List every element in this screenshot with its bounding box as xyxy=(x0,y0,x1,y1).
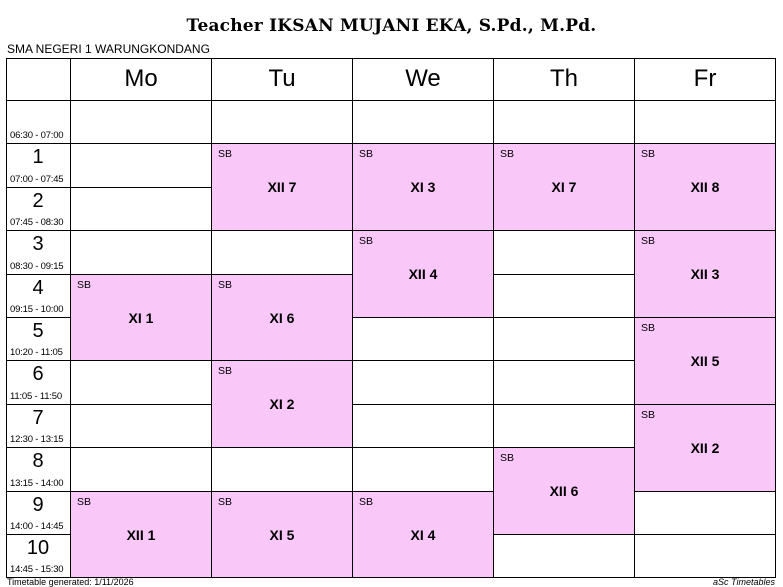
empty-slot xyxy=(494,535,635,578)
empty-slot xyxy=(71,101,212,144)
period-number: 5 xyxy=(32,320,44,342)
lesson-class: XI 4 xyxy=(410,526,436,543)
empty-slot xyxy=(635,492,776,535)
lesson-card xyxy=(353,144,494,231)
lesson-card xyxy=(635,144,776,231)
lesson-subject: SB xyxy=(218,148,233,160)
period-cell xyxy=(6,361,71,405)
empty-slot xyxy=(71,448,212,492)
lesson-class: XII 4 xyxy=(408,266,438,282)
lesson-subject: SB xyxy=(218,365,233,377)
period-cell xyxy=(6,492,71,535)
lesson-subject: SB xyxy=(641,235,656,247)
empty-slot xyxy=(353,318,494,361)
period-number: 6 xyxy=(32,363,44,385)
day-header: We xyxy=(353,58,494,101)
period-time: 11:05 - 11:50 xyxy=(10,391,62,402)
period-cell xyxy=(6,101,71,144)
period-number: 4 xyxy=(32,277,44,299)
day-header: Mo xyxy=(71,58,212,101)
empty-slot xyxy=(353,405,494,448)
period-time: 08:30 - 09:15 xyxy=(10,261,64,272)
empty-slot xyxy=(494,275,635,318)
lesson-card xyxy=(212,275,353,361)
empty-slot xyxy=(71,231,212,275)
lesson-subject: SB xyxy=(359,148,374,160)
lesson-class: XI 2 xyxy=(269,396,295,412)
period-number: 8 xyxy=(32,450,44,472)
empty-slot xyxy=(212,101,353,144)
software-credit: aSc Timetables xyxy=(713,577,775,587)
period-cell xyxy=(6,231,71,275)
page-title: Teacher IKSAN MUJANI EKA, S.Pd., M.Pd. xyxy=(186,16,597,36)
period-number: 10 xyxy=(26,537,50,559)
lesson-class: XII 1 xyxy=(126,526,156,543)
day-header: Fr xyxy=(635,58,776,101)
period-time: 14:00 - 14:45 xyxy=(10,521,64,532)
lesson-class: XII 5 xyxy=(690,353,720,369)
empty-slot xyxy=(353,101,494,144)
period-cell xyxy=(6,275,71,318)
period-time: 06:30 - 07:00 xyxy=(10,130,64,141)
lesson-card xyxy=(212,492,353,578)
lesson-card xyxy=(494,144,635,231)
lesson-class: XI 5 xyxy=(269,526,295,543)
lesson-subject: SB xyxy=(77,279,92,291)
lesson-class: XII 3 xyxy=(690,266,720,282)
lesson-subject: SB xyxy=(641,148,656,160)
lesson-class: XI 7 xyxy=(551,179,577,195)
lesson-class: XI 6 xyxy=(269,309,295,326)
period-cell xyxy=(6,535,71,578)
lesson-card xyxy=(635,405,776,492)
lesson-subject: SB xyxy=(359,496,374,508)
lesson-class: XII 7 xyxy=(267,179,297,195)
period-cell xyxy=(6,144,71,188)
period-time: 14:45 - 15:30 xyxy=(10,564,64,575)
empty-slot xyxy=(635,101,776,144)
lesson-class: XII 6 xyxy=(549,483,579,499)
lesson-card xyxy=(635,231,776,318)
lesson-card xyxy=(494,448,635,535)
lesson-card xyxy=(353,231,494,318)
period-number: 3 xyxy=(32,233,44,255)
empty-slot xyxy=(494,231,635,275)
lesson-subject: SB xyxy=(218,496,233,508)
lesson-subject: SB xyxy=(641,322,656,334)
period-cell xyxy=(6,405,71,448)
lesson-subject: SB xyxy=(218,279,233,291)
timetable-grid xyxy=(6,58,776,578)
empty-slot xyxy=(494,361,635,405)
empty-slot xyxy=(71,144,212,188)
period-cell xyxy=(6,448,71,492)
empty-slot xyxy=(212,448,353,492)
empty-slot xyxy=(71,361,212,405)
empty-slot xyxy=(635,535,776,578)
period-number: 2 xyxy=(32,190,44,212)
lesson-subject: SB xyxy=(500,148,515,160)
lesson-subject: SB xyxy=(641,409,656,421)
lesson-class: XII 2 xyxy=(690,440,720,456)
empty-slot xyxy=(494,405,635,448)
day-header: Tu xyxy=(212,58,353,101)
empty-slot xyxy=(353,361,494,405)
lesson-card xyxy=(212,144,353,231)
empty-slot xyxy=(353,448,494,492)
empty-slot xyxy=(494,101,635,144)
period-time: 07:45 - 08:30 xyxy=(10,217,64,228)
period-number: 9 xyxy=(32,494,44,516)
empty-slot xyxy=(71,188,212,231)
period-time: 12:30 - 13:15 xyxy=(10,434,64,445)
lesson-subject: SB xyxy=(77,496,92,508)
day-header: Th xyxy=(494,58,635,101)
lesson-subject: SB xyxy=(500,452,515,464)
period-number: 1 xyxy=(32,146,44,168)
lesson-class: XI 1 xyxy=(128,309,154,326)
period-cell xyxy=(6,188,71,231)
empty-slot xyxy=(494,318,635,361)
lesson-card xyxy=(353,492,494,578)
lesson-subject: SB xyxy=(359,235,374,247)
period-time: 10:20 - 11:05 xyxy=(10,347,63,358)
lesson-class: XII 8 xyxy=(690,179,720,195)
generated-note: Timetable generated: 1/11/2026 xyxy=(7,577,134,587)
school-name: SMA NEGERI 1 WARUNGKONDANG xyxy=(7,42,210,56)
period-time: 07:00 - 07:45 xyxy=(10,174,64,185)
lesson-card xyxy=(212,361,353,448)
lesson-class: XI 3 xyxy=(410,179,436,195)
empty-slot xyxy=(71,405,212,448)
period-cell xyxy=(6,318,71,361)
empty-slot xyxy=(212,231,353,275)
period-time: 13:15 - 14:00 xyxy=(10,478,64,489)
lesson-card xyxy=(635,318,776,405)
lesson-card xyxy=(71,492,212,578)
period-time: 09:15 - 10:00 xyxy=(10,304,64,315)
period-number: 7 xyxy=(32,407,44,429)
corner-cell xyxy=(6,58,71,101)
lesson-card xyxy=(71,275,212,361)
